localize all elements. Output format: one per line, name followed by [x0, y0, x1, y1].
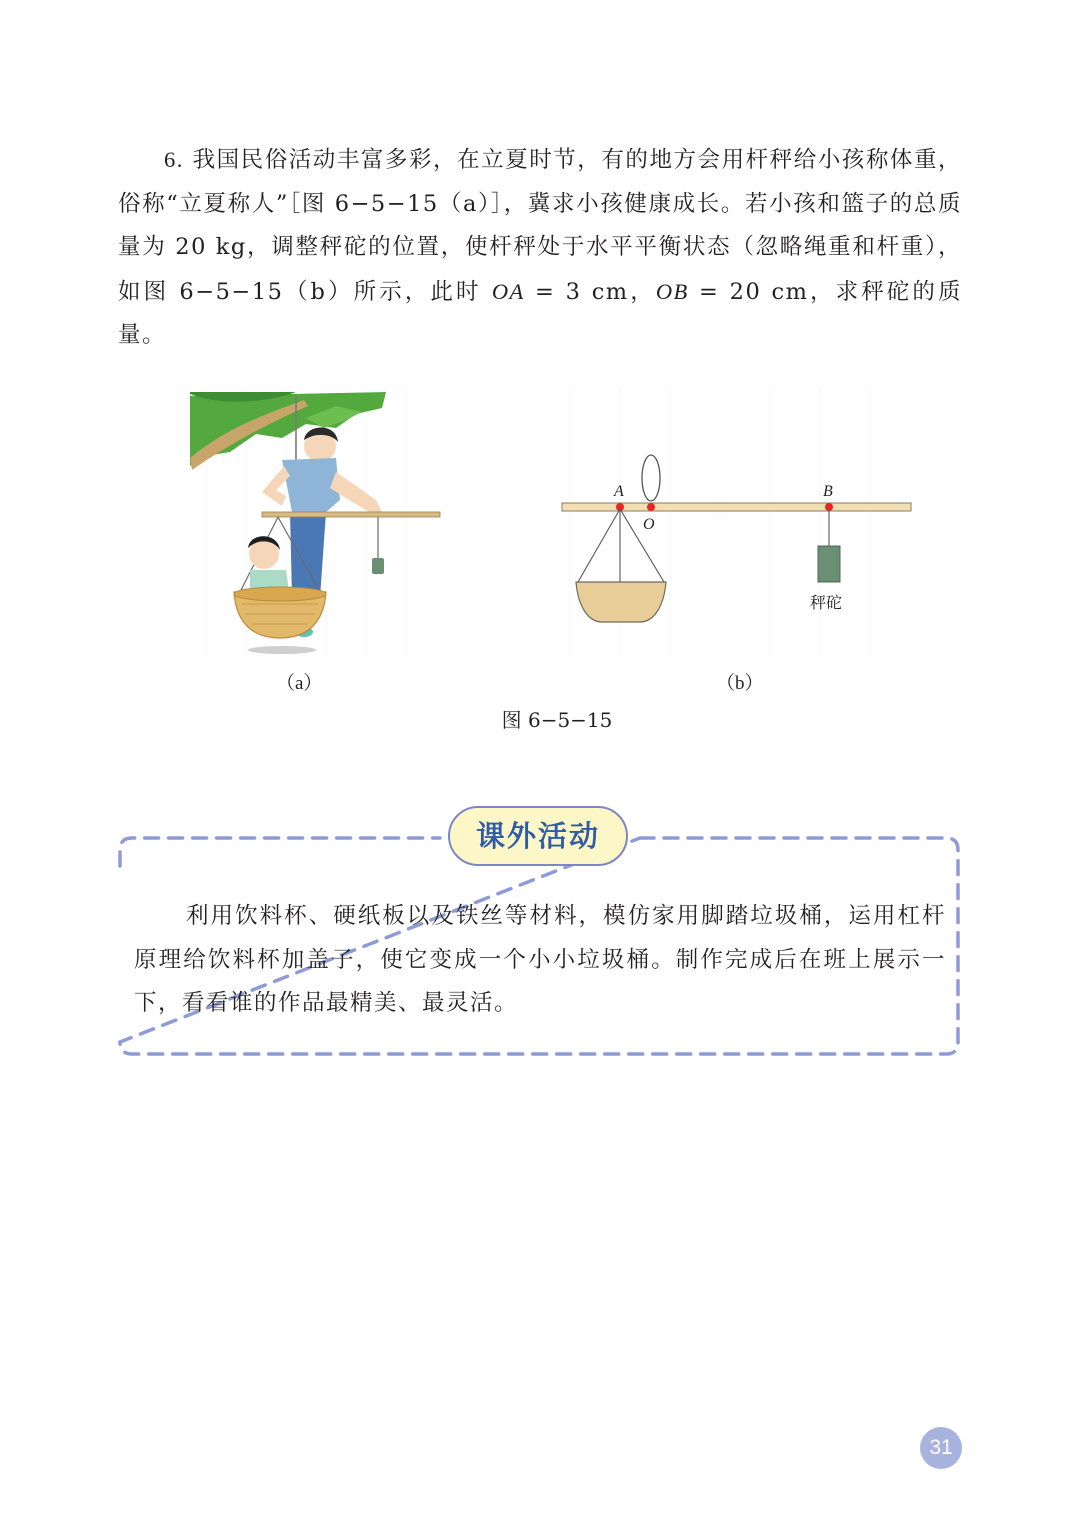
- weight-block: [372, 558, 384, 574]
- label-b: B: [823, 483, 833, 500]
- var-oa: OA: [491, 278, 525, 304]
- steelyard-beam: [262, 512, 440, 517]
- tree-foliage: [190, 392, 386, 466]
- point-o-marker: [647, 503, 655, 511]
- problem-eq-oa: = 3 cm，: [524, 278, 656, 305]
- steelyard-illustration: [186, 388, 450, 660]
- problem-text-1: 我国民俗活动丰富多彩，在立夏时节，有的地方会用杆秤给小孩称体重，俗称“立夏称人”［图 6−5−15（a）］，冀求小孩健康成长。若小孩和篮子的总质量为 20 kg，调整秤砣的位置，使杆秤处于水平平衡状态（忽略绳重和杆重），如图 6−5−15（b）所示，此时: [118, 147, 962, 305]
- problem-number: 6.: [164, 147, 184, 172]
- activity-paragraph: 利用饮料杯、硬纸板以及铁丝等材料，模仿家用脚踏垃圾桶，运用杠杆原理给饮料杯加盖子，使它变成一个小小垃圾桶。制作完成后在班上展示一下，看看谁的作品最精美、最灵活。: [134, 903, 946, 1016]
- activity-title: 课外活动: [448, 806, 628, 866]
- page-number-badge: 31: [920, 1427, 962, 1469]
- diagram-weight: [818, 546, 840, 582]
- steelyard-diagram: [540, 388, 934, 660]
- man-trousers: [290, 512, 326, 598]
- figure-caption: 图 6−5−15: [501, 708, 613, 732]
- diagram-beam: [562, 503, 911, 511]
- var-ob: OB: [655, 278, 689, 304]
- sub-caption-b: （b）: [716, 673, 764, 694]
- problem-eq-ob: = 20 cm，求秤砣的质量。: [118, 278, 962, 348]
- hanging-loop: [642, 455, 660, 501]
- activity-text: [134, 895, 946, 1026]
- activity-box: [118, 819, 960, 1056]
- problem-6: [118, 138, 962, 358]
- problem-paragraph: [118, 138, 962, 358]
- label-o: O: [643, 516, 655, 533]
- weight-label: 秤砣: [810, 593, 843, 612]
- label-a: A: [614, 483, 624, 500]
- figure-a-illustration: [186, 388, 450, 660]
- figure-b-diagram: [540, 388, 934, 660]
- sub-caption-a: （a）: [276, 673, 323, 694]
- diagram-basket: [576, 582, 666, 622]
